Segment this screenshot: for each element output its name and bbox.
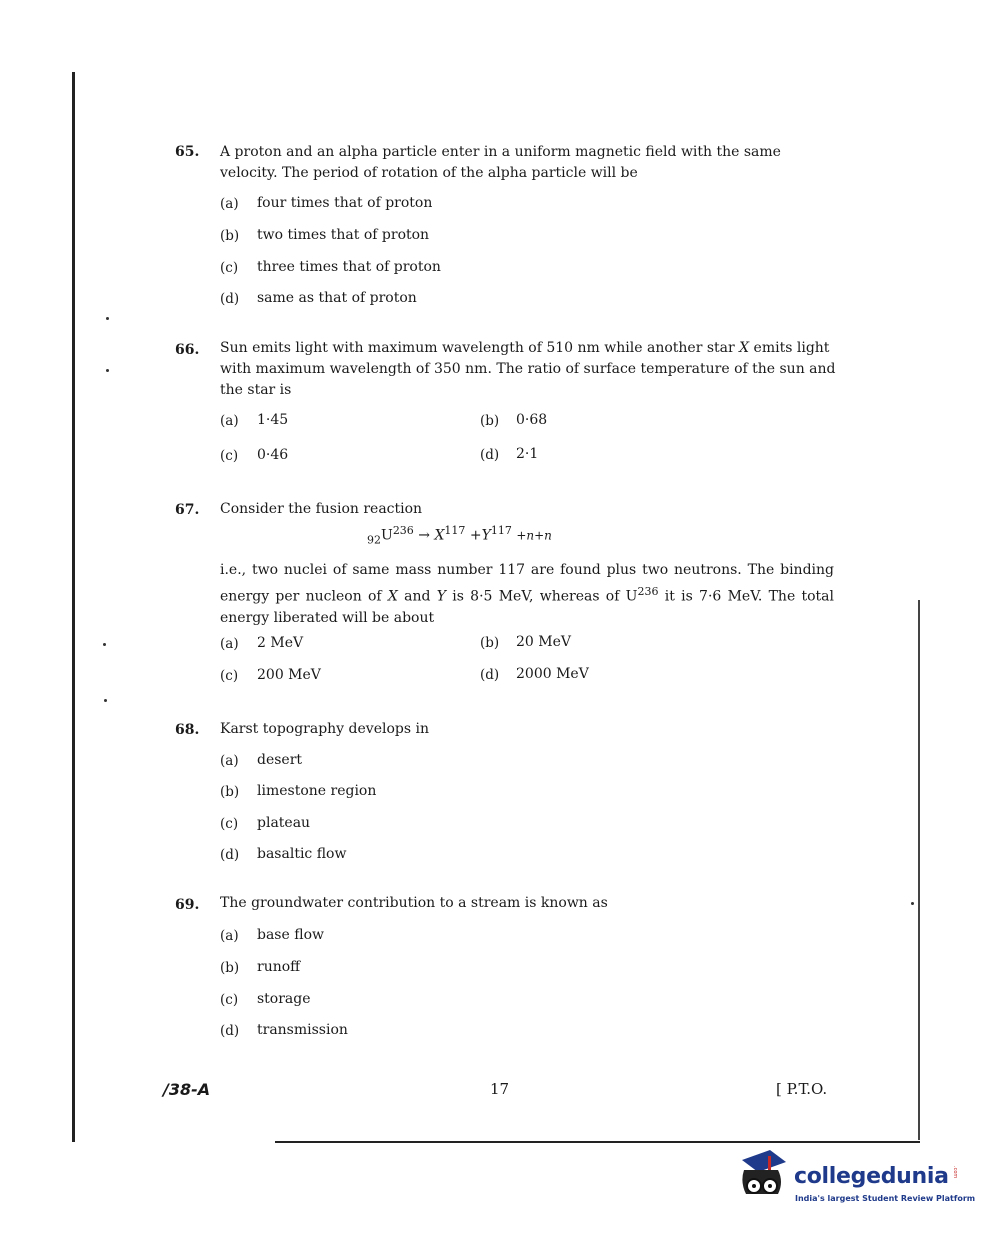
scan-dot bbox=[911, 902, 914, 905]
pto-marker: [ P.T.O. bbox=[776, 1080, 828, 1098]
option-text: limestone region bbox=[257, 783, 377, 799]
question-number: 67. bbox=[175, 502, 200, 518]
scan-dot bbox=[104, 699, 107, 702]
option-label: (c) bbox=[220, 992, 239, 1008]
option-text: two times that of proton bbox=[257, 227, 430, 243]
question-paragraph bbox=[220, 560, 834, 629]
uranium-symbol: U bbox=[381, 527, 393, 544]
option-text: basaltic flow bbox=[257, 846, 347, 862]
mascot-icon bbox=[734, 1148, 792, 1210]
option-text: 2·1 bbox=[516, 446, 539, 462]
option-text: 1·45 bbox=[257, 412, 289, 428]
question-number: 68. bbox=[175, 722, 200, 738]
logo-wordmark: collegedunia bbox=[794, 1164, 949, 1189]
option-text: four times that of proton bbox=[257, 195, 433, 211]
option-label: (b) bbox=[480, 413, 500, 429]
scan-dot bbox=[106, 317, 109, 320]
option-label: (b) bbox=[220, 784, 240, 800]
option-label: (d) bbox=[220, 291, 240, 307]
question-text: Consider the fusion reaction bbox=[220, 501, 423, 517]
option-label: (d) bbox=[220, 847, 240, 863]
option-text: 20 MeV bbox=[516, 634, 571, 650]
option-text: base flow bbox=[257, 927, 324, 943]
para-part: it is 7·6 MeV. The total energy liberated will be about bbox=[220, 588, 834, 626]
collegedunia-logo bbox=[734, 1148, 976, 1218]
mass-number: 117 bbox=[490, 524, 512, 537]
option-text: storage bbox=[257, 991, 311, 1007]
option-label: (d) bbox=[480, 447, 500, 463]
arrow-symbol: → bbox=[418, 527, 430, 544]
option-label: (a) bbox=[220, 753, 239, 769]
question-text-part: emits light with maximum wavelength of 350 nm. The ratio of surface temperature of the sun and the star is bbox=[220, 340, 836, 398]
option-label: (a) bbox=[220, 413, 239, 429]
option-text: same as that of proton bbox=[257, 290, 417, 306]
option-text: 0·68 bbox=[516, 412, 548, 428]
paper-code: /38-A bbox=[163, 1080, 211, 1099]
y-var: Y bbox=[436, 588, 446, 605]
para-part: is 8·5 MeV, whereas of U bbox=[445, 588, 638, 605]
para-part: and bbox=[397, 588, 437, 605]
bottom-rule bbox=[275, 1141, 920, 1143]
logo-com: .com bbox=[952, 1166, 958, 1179]
question-text: A proton and an alpha particle enter in a uniform magnetic field with the same velocity. The period of rotation of the alpha particle will be bbox=[220, 144, 781, 181]
option-text: desert bbox=[257, 752, 303, 768]
option-text: plateau bbox=[257, 815, 311, 831]
right-margin-line bbox=[918, 600, 920, 1140]
option-text: 2000 MeV bbox=[516, 666, 589, 682]
question-text-part: Sun emits light with maximum wavelength of 510 nm while another star bbox=[220, 340, 740, 356]
option-text: three times that of proton bbox=[257, 259, 441, 275]
question-text: Karst topography develops in bbox=[220, 721, 429, 737]
option-label: (c) bbox=[220, 668, 239, 684]
atomic-number: 92 bbox=[367, 533, 381, 547]
option-label: (a) bbox=[220, 928, 239, 944]
option-text: runoff bbox=[257, 959, 301, 975]
y-symbol: Y bbox=[481, 527, 491, 544]
option-label: (c) bbox=[220, 448, 239, 464]
option-text: 2 MeV bbox=[257, 635, 304, 651]
option-label: (d) bbox=[220, 1023, 240, 1039]
x-var: X bbox=[387, 588, 398, 605]
mass-number: 236 bbox=[392, 524, 414, 537]
option-label: (b) bbox=[220, 960, 240, 976]
x-symbol: X bbox=[434, 527, 445, 544]
question-text bbox=[220, 338, 840, 401]
page-number: 17 bbox=[490, 1080, 510, 1098]
option-label: (a) bbox=[220, 196, 239, 212]
option-text: transmission bbox=[257, 1022, 348, 1038]
scan-dot bbox=[103, 643, 106, 646]
option-text: 200 MeV bbox=[257, 667, 321, 683]
question-number: 69. bbox=[175, 897, 200, 913]
option-label: (c) bbox=[220, 260, 239, 276]
plus-symbol: + bbox=[469, 527, 482, 544]
mass-number: 117 bbox=[444, 524, 466, 537]
option-label: (a) bbox=[220, 636, 239, 652]
question-number: 65. bbox=[175, 144, 200, 160]
option-text: 0·46 bbox=[257, 447, 289, 463]
scan-dot bbox=[106, 369, 109, 372]
fusion-equation bbox=[367, 524, 552, 546]
option-label: (c) bbox=[220, 816, 239, 832]
question-text: The groundwater contribution to a stream is known as bbox=[220, 895, 608, 911]
para-part: i.e., two nuclei of same mass number 117 are found plus two neutrons. The binding energy per nucleon of bbox=[220, 562, 834, 605]
logo-tagline: India's largest Student Review Platform bbox=[795, 1194, 976, 1203]
option-label: (b) bbox=[480, 635, 500, 651]
option-label: (b) bbox=[220, 228, 240, 244]
neutron-terms: +n+n bbox=[516, 528, 552, 543]
star-variable: X bbox=[739, 340, 750, 356]
option-label: (d) bbox=[480, 667, 500, 683]
question-number: 66. bbox=[175, 342, 200, 358]
left-margin-line bbox=[72, 72, 75, 1142]
mass-number: 236 bbox=[637, 585, 659, 598]
